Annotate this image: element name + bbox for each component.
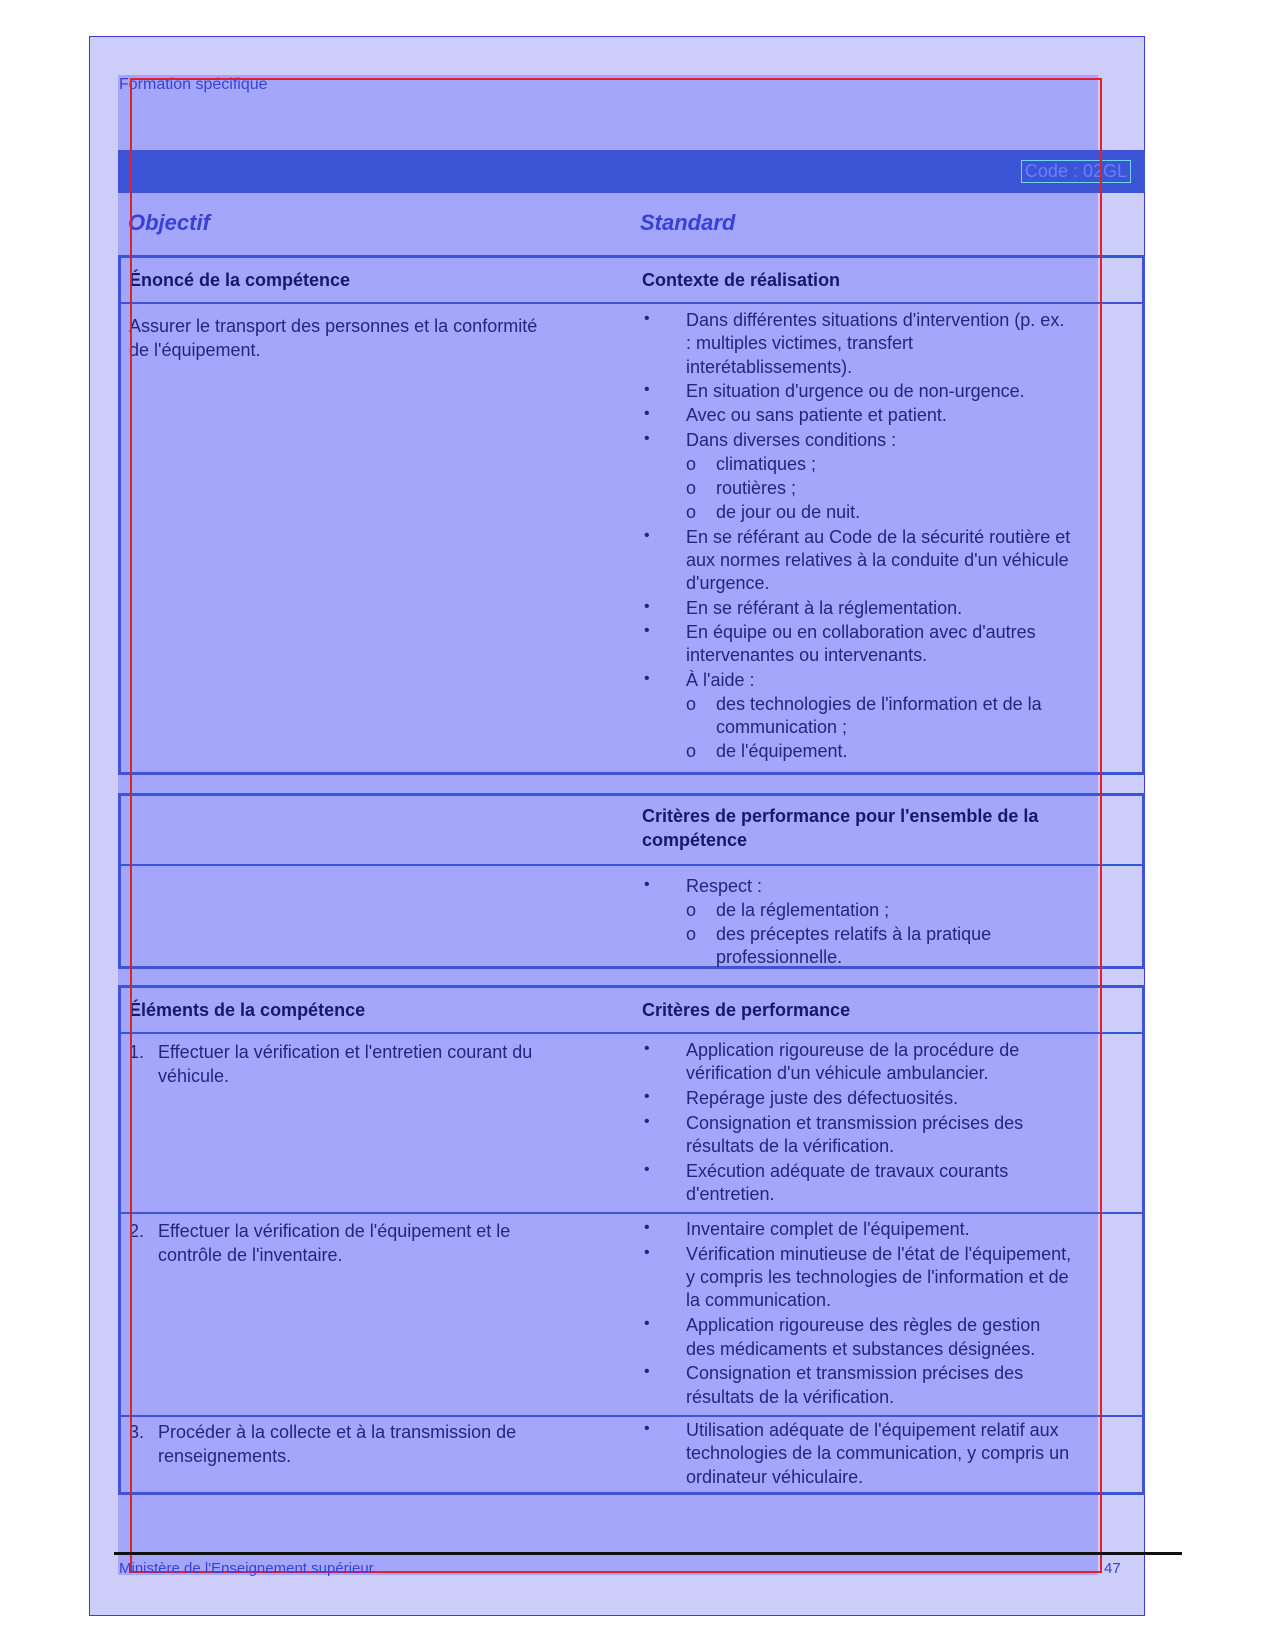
element-text: renseignements.	[158, 1446, 292, 1466]
criterion-text: résultats de la vérification.	[686, 1386, 895, 1407]
footer-rule	[114, 1552, 1182, 1555]
criterion-text: technologies de la communication, y compris un	[686, 1443, 1070, 1464]
list-item-text: communication ;	[716, 717, 848, 738]
bullet-marker: •	[644, 1420, 650, 1437]
program-header: Formation spécifique	[119, 76, 268, 93]
sub-marker: o	[686, 924, 697, 944]
bullet-marker: •	[644, 310, 650, 327]
list-item-text: routières ;	[716, 478, 797, 499]
bullet-marker: •	[644, 669, 650, 687]
enonce-contexte-table	[118, 255, 1145, 775]
criterion-text: Application rigoureuse de la procédure de	[686, 1040, 1020, 1060]
criterion-text: des médicaments et substances désignées.	[686, 1338, 1036, 1359]
list-item-text: d'urgence.	[686, 573, 770, 594]
element-number: 3.	[129, 1422, 145, 1442]
row-divider	[121, 1212, 1142, 1214]
list-item-text: Avec ou sans patiente et patient.	[686, 405, 947, 426]
element-number: 1.	[129, 1042, 145, 1062]
list-item-text: interétablissements).	[686, 356, 853, 377]
bullet-marker: •	[644, 1161, 650, 1178]
bullet-marker: •	[644, 405, 650, 423]
criteres-ensemble-table	[118, 793, 1145, 969]
bullet-marker: •	[644, 1112, 650, 1130]
list-item-text: En équipe ou en collaboration avec d'autres	[686, 621, 1036, 642]
criterion-text: la communication.	[686, 1290, 832, 1311]
criterion-text: Exécution adéquate de travaux courants	[686, 1161, 1009, 1181]
bullet-marker: •	[644, 621, 650, 639]
criterion-text: Consignation et transmission précises des	[686, 1112, 1024, 1133]
list-item-text: aux normes relatives à la conduite d'un véhicule	[686, 550, 1069, 570]
enonce-line: Assurer le transport des personnes et la conformité	[129, 316, 538, 336]
sub-marker: o	[686, 453, 697, 474]
sub-marker: o	[686, 741, 697, 762]
bullet-marker: •	[644, 429, 650, 447]
code-banner	[118, 150, 1145, 193]
bullet-marker: •	[644, 526, 650, 544]
criterion-text: ordinateur véhiculaire.	[686, 1466, 864, 1487]
page-number: 47	[1104, 1560, 1121, 1577]
list-item-text: des technologies de l'information et de la	[716, 693, 1042, 714]
elements-header: Éléments de la compétence	[129, 1000, 366, 1020]
row-divider	[121, 1415, 1142, 1417]
list-item-text: intervenantes ou intervenants.	[686, 645, 928, 666]
list-item-text: climatiques ;	[716, 453, 817, 474]
list-item-text: des préceptes relatifs à la pratique	[716, 924, 992, 944]
sub-marker: o	[686, 478, 697, 499]
element-text: Effectuer la vérification et l'entretien courant du	[158, 1042, 533, 1062]
elements-criteres-table	[118, 985, 1145, 1495]
list-item-text: Dans différentes situations d'intervention (p. ex.	[686, 310, 1065, 330]
list-item-text: En se référant à la réglementation.	[686, 597, 963, 618]
bullet-marker: •	[644, 1040, 650, 1057]
criterion-text: résultats de la vérification.	[686, 1136, 895, 1157]
criterion-text: Application rigoureuse des règles de gestion	[686, 1315, 1041, 1336]
criterion-text: Vérification minutieuse de l'état de l'équipement,	[686, 1243, 1072, 1264]
list-item-text: En situation d'urgence ou de non-urgence.	[686, 380, 1025, 401]
criterion-text: vérification d'un véhicule ambulancier.	[686, 1063, 989, 1084]
criteres-ensemble-title-line: compétence	[642, 830, 748, 850]
criterion-text: Consignation et transmission précises des	[686, 1363, 1024, 1384]
bullet-marker: •	[644, 1363, 650, 1381]
bullet-marker: •	[644, 1088, 650, 1106]
bullet-marker: •	[644, 380, 650, 398]
bullet-marker: •	[644, 1315, 650, 1333]
enonce-line: de l'équipement.	[129, 340, 261, 360]
competency-code: Code : 02GL	[1021, 160, 1131, 183]
list-item-text: En se référant au Code de la sécurité routière et	[686, 526, 1071, 547]
sub-marker: o	[686, 900, 697, 920]
element-text: véhicule.	[158, 1066, 230, 1086]
criterion-text: Inventaire complet de l'équipement.	[686, 1219, 970, 1239]
bullet-marker: •	[644, 597, 650, 615]
criterion-text: Utilisation adéquate de l'équipement relatif aux	[686, 1420, 1059, 1440]
list-item-text: Dans diverses conditions :	[686, 429, 897, 450]
list-item-text: professionnelle.	[716, 947, 843, 967]
list-item-text: : multiples victimes, transfert	[686, 333, 914, 354]
criterion-text: Repérage juste des défectuosités.	[686, 1088, 959, 1109]
bullet-marker: •	[644, 1243, 650, 1261]
bullet-marker: •	[644, 876, 650, 893]
objectif-title: Objectif	[128, 210, 210, 235]
list-item-text: de la réglementation ;	[716, 900, 890, 920]
list-item-text: de jour ou de nuit.	[716, 502, 861, 523]
element-text: contrôle de l'inventaire.	[158, 1245, 343, 1265]
sub-marker: o	[686, 502, 697, 523]
footer-ministry: Ministère de l'Enseignement supérieur	[119, 1560, 374, 1577]
enonce-header: Énoncé de la compétence	[129, 270, 351, 290]
list-item-text: de l'équipement.	[716, 741, 848, 762]
contexte-header: Contexte de réalisation	[642, 270, 841, 290]
element-number: 2.	[129, 1221, 145, 1241]
standard-title: Standard	[640, 210, 736, 235]
element-text: Effectuer la vérification de l'équipement et le	[158, 1221, 511, 1241]
list-item-text: Respect :	[686, 876, 763, 896]
sub-marker: o	[686, 693, 697, 714]
element-text: Procéder à la collecte et à la transmission de	[158, 1422, 517, 1442]
criterion-text: d'entretien.	[686, 1184, 775, 1205]
criteres-header: Critères de performance	[642, 1000, 851, 1020]
bullet-marker: •	[644, 1219, 650, 1236]
criteres-ensemble-title-line: Critères de performance pour l'ensemble de la	[642, 806, 1039, 826]
list-item-text: À l'aide :	[686, 669, 755, 690]
criterion-text: y compris les technologies de l'information et de	[686, 1267, 1069, 1288]
